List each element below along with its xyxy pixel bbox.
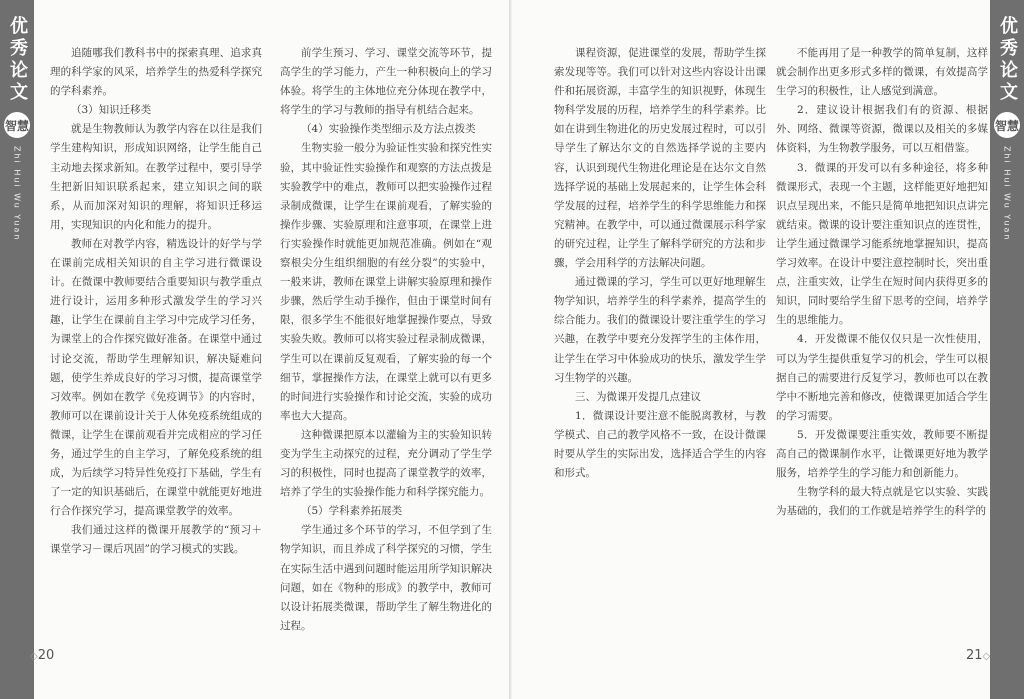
right-sidebar [990, 0, 1024, 699]
paragraph: 追随哪我们教科书中的探索真理、追求真理的科学家的风采，培养学生的热爱科学探究的学科素养。 [50, 47, 262, 98]
sidebar-subtitle: Zhi Hui Wu Yuan [1002, 146, 1012, 242]
paragraph: 教师在对教学内容，精选设计的好学与学在课前完成相关知识的自主学习进行微课设计。在微课中教师要结合重要知识与教学重点进行设计，运用多种形式激发学生的学习兴趣，让学生在课前自主学习中完成学习任务，为课堂上的合作探究做好准备。在课堂中通过讨论交流，帮助学生理解知识，解决疑难问题，使学生养成良好的学习习惯，提高课堂学习效率。例如在教学《免疫调节》的内容时，教师可以在课前设计关于人体免疫系统组成的微课，让学生在课前观看并完成相应的学习任务，通过学生的自主学习，了解免疫系统的组成，为后续学习特异性免疫打下基础，学生有了一定的知识基础后，在课堂中就能更好地进行合作探究学习，提高课堂教学的效率。 [50, 237, 262, 518]
section-heading: （5）学科素养拓展类 [301, 505, 403, 518]
paragraph: 课程资源，促进课堂的发展，帮助学生探索发现等等。我们可以针对这些内容设计出课件和拓展资源，丰富学生的知识视野，体现生物科学发展的历程，培养学生的科学素养。比如在讲到生物进化的历史发展过程时，可以引导学生了解达尔文的自然选择学说的主要内容，认识到现代生物进化理论是在达尔文自然选择学说的基础上发展起来的，让学生体会科学发展的过程，培养学生的科学思维能力和探究精神。在教学中，可以通过微课展示科学家的研究过程，让学生了解科学研究的方法和步骤，学会用科学的方法解决问题。 [554, 47, 766, 270]
folio-ornament-icon: ◇ [982, 651, 991, 662]
section-heading: （3）知识迁移类 [71, 104, 152, 117]
right-page [512, 0, 1024, 699]
magazine-logo: 智慧 [4, 112, 30, 138]
magazine-logo: 智慧 [994, 112, 1020, 138]
paragraph: 1．微课设计要注意不能脱离教材，与教学模式、自己的教学风格不一致，在设计微课时要从学生的实际出发，选择适合学生的内容和形式。 [554, 409, 766, 480]
paragraph: 就是生物教师认为教学内容在以往是我们学生建构知识，形成知识网络，让学生能自己主动地去探求新知。在教学过程中，要引导学生把新旧知识联系起来，建立知识之间的联系，从而加深对知识的理解，将知识迁移运用，实现知识的内化和能力的提升。 [50, 123, 262, 231]
paragraph: 5．开发微课要注重实效，教师要不断提高自己的微课制作水平，让微课更好地为教学服务，培养学生的学习能力和创新能力。 [776, 428, 988, 480]
paragraph: 3．微课的开发可以有多种途径，将多种微课形式，表现一个主题，这样能更好地把知识点呈现出来，不能只是简单地把知识点讲完就结束。微课的设计要注重知识点的连贯性，让学生通过微课学习能系统地掌握知识，提高学习效率。在设计中要注意控制时长，突出重点，注重实效，让学生在短时间内获得更多的知识，同时要给学生留下思考的空间，培养学生的思维能力。 [776, 161, 988, 327]
section-heading: （4）实验操作类型细示及方法点拨类 [301, 123, 476, 136]
paragraph: 这种微课把原本以灌输为主的实验知识转变为学生主动探究的过程，充分调动了学生学习的积极性，同时也提高了课堂教学的效率，培养了学生的实验操作能力和科学探究能力。 [280, 428, 492, 499]
paragraph: 4．开发微课不能仅仅只是一次性使用，可以为学生提供重复学习的机会，学生可以根据自己的需要进行反复学习，教师也可以在教学中不断地完善和修改，使微课更加适合学生的学习需要。 [776, 333, 988, 422]
sidebar-subtitle: Zhi Hui Wu Yuan [12, 146, 22, 242]
left-sidebar [0, 0, 34, 699]
paragraph: 前学生预习、学习、课堂交流等环节，提高学生的学习能力，产生一种积极向上的学习体验。将学生的主体地位充分体现在教学中，将学生的学习与教师的指导有机结合起来。 [280, 47, 492, 117]
paragraph: 学生通过多个环节的学习，不但学到了生物学知识，而且养成了科学探究的习惯，学生在实际生活中遇到问题时能运用所学知识解决问题，如在《物种的形成》的教学中，教师可以设计拓展类微课，帮助学生了解生物进化的过程。 [280, 524, 492, 632]
paragraph: 通过微课的学习，学生可以更好地理解生物学知识，培养学生的科学素养，提高学生的综合能力。我们的微课设计要注重学生的学习兴趣，在教学中要充分发挥学生的主体作用，让学生在学习中体验成功的快乐，激发学生学习生物学的兴趣。 [554, 276, 766, 384]
paragraph: 生物实验一般分为验证性实验和探究性实验，其中验证性实验操作和观察的方法点拨是实验教学中的难点，教师可以把实验操作过程录制成微课，让学生在课前观看，了解实验的操作步骤、实验原理和注意事项，在课堂上进行实验操作时就能更加规范准确。例如在“观察根尖分生组织细胞的有丝分裂”的实验中，一般来讲，教师在课堂上讲解实验原理和操作步骤，然后学生动手操作，但由于课堂时间有限，很多学生不能很好地掌握操作要点，导致实验失败。教师可以将实验过程录制成微课，学生可以在课前反复观看，了解实验的每一个细节，掌握操作方法，在课堂上就可以有更多的时间进行实验操作和讨论交流，实验的成功率也大大提高。 [280, 142, 492, 422]
right-column-2 [776, 44, 988, 642]
paragraph: 生物学科的最大特点就是它以实验、实践为基础的，我们的工作就是培养学生的科学的 [776, 486, 988, 518]
left-page-number: ◇20 [30, 648, 55, 663]
paragraph: 我们通过这样的微课开展教学的“预习＋课堂学习－课后巩固”的学习模式的实践。 [50, 524, 262, 556]
left-column-1 [50, 44, 262, 642]
sidebar-title: 优秀论文 [7, 16, 28, 104]
folio-ornament-icon: ◇ [30, 651, 38, 662]
paragraph: 2．建议设计根据我们有的资源、根据外、网络、微课等资源，微课以及相关的多媒体资料，为生物教学服务，可以互相借鉴。 [776, 104, 988, 155]
right-page-number: 21◇ [966, 648, 991, 663]
left-column-2 [280, 44, 492, 642]
section-heading: 三、为微课开发提几点建议 [575, 390, 701, 403]
sidebar-title: 优秀论文 [997, 16, 1018, 104]
paragraph: 不能再用了是一种教学的简单复制，这样就会制作出更多形式多样的微课，有效提高学生学习的积极性，让人感觉到满意。 [776, 47, 988, 98]
right-column-1 [554, 44, 766, 642]
